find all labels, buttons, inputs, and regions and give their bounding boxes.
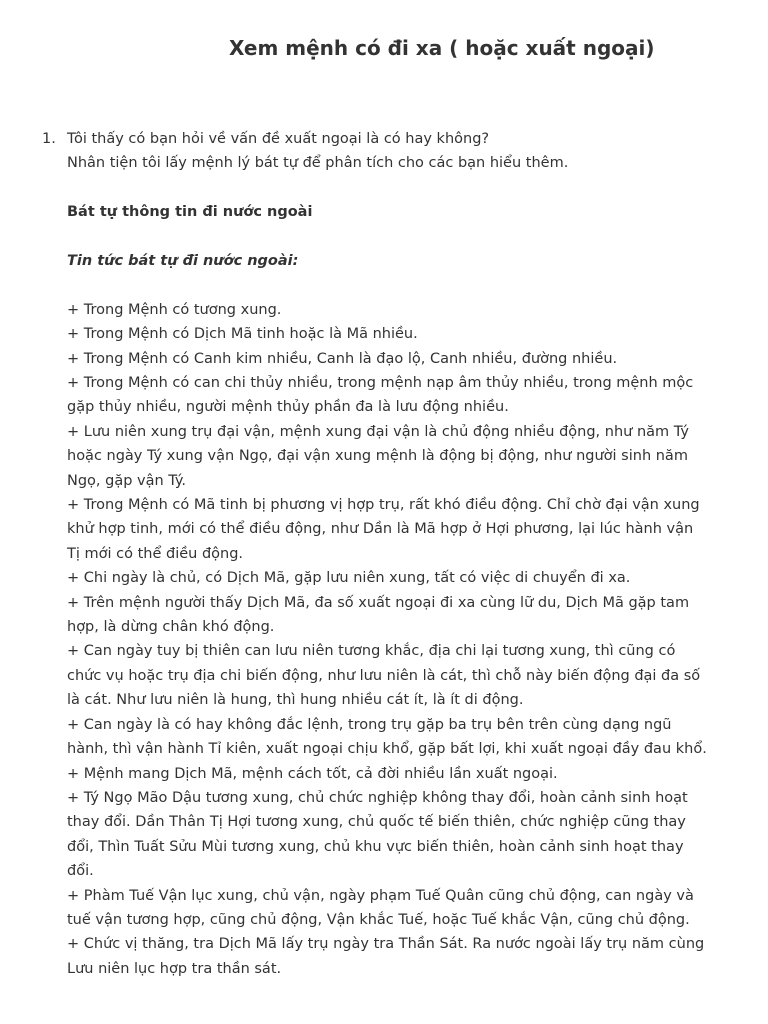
body-line: đổi.	[67, 863, 94, 880]
body-line: chức vụ hoặc trụ địa chi biến động, như lưu niên là cát, thì chỗ này biến động đại đa số	[67, 667, 701, 684]
body-line: + Trong Mệnh có tương xung.	[67, 301, 282, 318]
body-line: đổi, Thìn Tuất Sửu Mùi tương xung, chủ khu vực biến thiên, hoàn cảnh sinh hoạt thay	[67, 838, 684, 855]
section-heading: Bát tự thông tin đi nước ngoài	[67, 204, 313, 221]
body-line: hành, thì vận hành Tỉ kiên, xuất ngoại chịu khổ, gặp bất lợi, khi xuất ngoại đầy đau khổ.	[67, 741, 707, 758]
list-item-content	[67, 127, 731, 981]
body-line: + Lưu niên xung trụ đại vận, mệnh xung đại vận là chủ động nhiều động, như năm Tý	[67, 423, 689, 440]
body-line: hợp, là dừng chân khó động.	[67, 619, 275, 636]
body-line: khử hợp tinh, mới có thể điều động, như Dần là Mã hợp ở Hợi phương, lại lúc hành vận	[67, 521, 694, 538]
body-line: + Chức vị thăng, tra Dịch Mã lấy trụ ngày tra Thần Sát. Ra nước ngoài lấy trụ năm cùng	[67, 936, 705, 953]
body-line: + Trong Mệnh có Mã tinh bị phương vị hợp trụ, rất khó điều động. Chỉ chờ đại vận xung	[67, 497, 700, 514]
body-line: là cát. Như lưu niên là hung, thì hung nhiều cát ít, là ít di động.	[67, 692, 524, 709]
body-line: + Trong Mệnh có Dịch Mã tinh hoặc là Mã nhiều.	[67, 326, 418, 343]
body-line: + Chi ngày là chủ, có Dịch Mã, gặp lưu niên xung, tất có việc di chuyển đi xa.	[67, 570, 631, 587]
body-line: Lưu niên lục hợp tra thần sát.	[67, 960, 282, 977]
body-line: + Phàm Tuế Vận lục xung, chủ vận, ngày phạm Tuế Quân cũng chủ động, can ngày và	[67, 887, 694, 904]
body-line: + Can ngày là có hay không đắc lệnh, trong trụ gặp ba trụ bên trên cùng dạng ngũ	[67, 716, 672, 733]
paragraph-gap	[67, 273, 731, 297]
body-line: gặp thủy nhiều, người mệnh thủy phần đa là lưu động nhiều.	[67, 399, 509, 416]
body-line: + Mệnh mang Dịch Mã, mệnh cách tốt, cả đời nhiều lần xuất ngoại.	[67, 765, 558, 782]
paragraph-gap	[67, 176, 731, 200]
body-text	[67, 298, 731, 981]
intro-line: Tôi thấy có bạn hỏi về vấn đề xuất ngoại là có hay không?	[67, 131, 490, 147]
intro-line: Nhân tiện tôi lấy mệnh lý bát tự để phân tích cho các bạn hiểu thêm.	[67, 155, 569, 172]
subheading: Tin tức bát tự đi nước ngoài:	[67, 253, 299, 269]
body-line: Tị mới có thể điều động.	[67, 545, 244, 562]
list-item-number: 1.	[42, 131, 56, 147]
body-line: + Trên mệnh người thấy Dịch Mã, đa số xuất ngoại đi xa cùng lữ du, Dịch Mã gặp tam	[67, 594, 690, 611]
body-line: + Can ngày tuy bị thiên can lưu niên tương khắc, địa chi lại tương xung, thì cũng có	[67, 643, 676, 660]
body-line: hoặc ngày Tý xung vận Ngọ, đại vận xung mệnh là động bị động, như người sinh năm	[67, 448, 688, 465]
body-line: Ngọ, gặp vận Tý.	[67, 472, 187, 489]
body-line: + Tý Ngọ Mão Dậu tương xung, chủ chức nghiệp không thay đổi, hoàn cảnh sinh hoạt	[67, 789, 688, 806]
body-line: + Trong Mệnh có Canh kim nhiều, Canh là đạo lộ, Canh nhiều, đường nhiều.	[67, 350, 618, 367]
body-line: thay đổi. Dần Thân Tị Hợi tương xung, chủ quốc tế biến thiên, chức nghiệp cũng thay	[67, 814, 686, 831]
paragraph-gap	[67, 225, 731, 249]
body-line: + Trong Mệnh có can chi thủy nhiều, trong mệnh nạp âm thủy nhiều, trong mệnh mộc	[67, 375, 694, 392]
page-title: Xem mệnh có đi xa ( hoặc xuất ngoại)	[229, 36, 655, 60]
body-line: tuế vận tương hợp, cũng chủ động, Vận khắc Tuế, hoặc Tuế khắc Vận, cũng chủ động.	[67, 911, 690, 928]
